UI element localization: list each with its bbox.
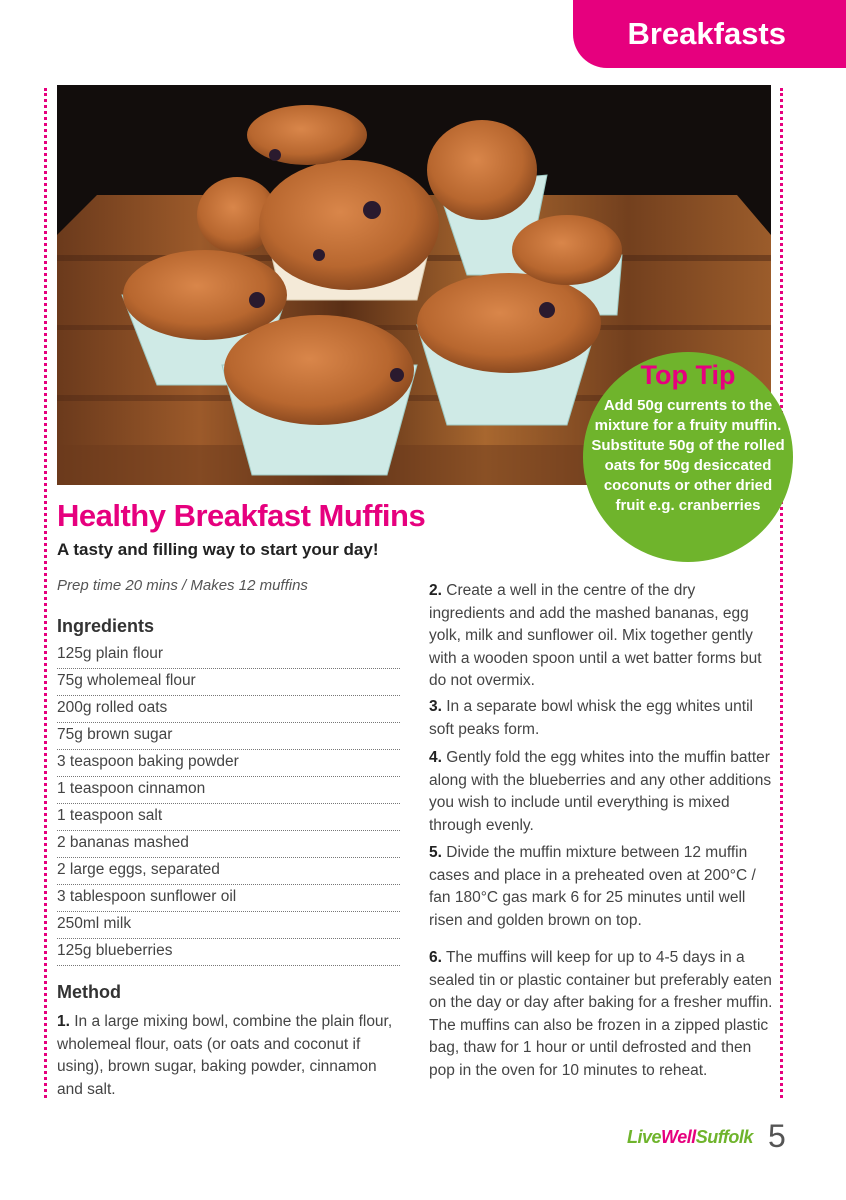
method-step-1 xyxy=(57,1011,402,1101)
step-number: 5. xyxy=(429,844,442,861)
ingredient-item: 1 teaspoon salt xyxy=(57,804,400,831)
ingredient-item: 75g brown sugar xyxy=(57,723,400,750)
ingredient-item: 200g rolled oats xyxy=(57,696,400,723)
step-number: 6. xyxy=(429,949,442,966)
recipe-title: Healthy Breakfast Muffins xyxy=(57,498,426,533)
method-heading: Method xyxy=(57,982,121,1002)
method-step-6 xyxy=(429,947,774,1082)
ingredients-heading: Ingredients xyxy=(57,616,155,636)
dotted-border-left xyxy=(44,88,47,1098)
page-number: 5 xyxy=(768,1118,786,1154)
top-tip-callout xyxy=(583,352,793,562)
step-text: Divide the muffin mixture between 12 muffin cases and place in a preheated oven at 200°C / fan 180°C gas mark 6 for 25 minutes until well risen and golden brown on top. xyxy=(429,844,756,929)
method-step-5 xyxy=(429,842,774,932)
ingredients-list xyxy=(57,642,400,966)
top-tip-body: Add 50g currents to the mixture for a fruity muffin. Substitute 50g of the rolled oats for 50g desiccated coconuts or other dried fruit e.g. cranberries xyxy=(591,397,785,514)
ingredient-item: 3 teaspoon baking powder xyxy=(57,750,400,777)
ingredient-item: 125g plain flour xyxy=(57,642,400,669)
step-text: In a large mixing bowl, combine the plain flour, wholemeal flour, oats (or oats and coconut if using), brown sugar, baking powder, cinnamon and salt. xyxy=(57,1013,393,1098)
method-step-3 xyxy=(429,696,774,741)
ingredient-item: 2 large eggs, separated xyxy=(57,858,400,885)
ingredient-item: 250ml milk xyxy=(57,912,400,939)
prep-info: Prep time 20 mins / Makes 12 muffins xyxy=(57,577,308,594)
live-well-suffolk-logo xyxy=(627,1127,753,1148)
step-text: Gently fold the egg whites into the muffin batter along with the blueberries and any other additions you wish to include until everything is mixed through evenly. xyxy=(429,749,772,834)
top-tip-title: Top Tip xyxy=(640,360,736,390)
section-label: Breakfasts xyxy=(627,16,786,51)
step-text: In a separate bowl whisk the egg whites until soft peaks form. xyxy=(429,698,753,738)
section-tab xyxy=(573,0,846,68)
method-step-4 xyxy=(429,747,774,837)
dotted-border-right xyxy=(780,88,783,1098)
ingredient-item: 75g wholemeal flour xyxy=(57,669,400,696)
ingredient-item: 1 teaspoon cinnamon xyxy=(57,777,400,804)
logo-live: Live xyxy=(627,1127,662,1147)
step-number: 1. xyxy=(57,1013,70,1030)
recipe-subtitle: A tasty and filling way to start your day! xyxy=(57,540,379,559)
step-number: 3. xyxy=(429,698,442,715)
logo-well: Well xyxy=(661,1127,696,1147)
step-text: The muffins will keep for up to 4-5 days in a sealed tin or plastic container but preferably eaten on the day or day after baking for a fresher muffin. The muffins can also be frozen in a zipped plastic bag, thaw for 1 hour or until defrosted and then pop in the oven for 10 minutes to reheat. xyxy=(429,949,773,1079)
logo-suffolk: Suffolk xyxy=(695,1127,753,1147)
step-number: 2. xyxy=(429,582,442,599)
ingredient-item: 3 tablespoon sunflower oil xyxy=(57,885,400,912)
method-step-2 xyxy=(429,580,774,693)
ingredient-item: 125g blueberries xyxy=(57,939,400,966)
ingredient-item: 2 bananas mashed xyxy=(57,831,400,858)
step-number: 4. xyxy=(429,749,442,766)
step-text: Create a well in the centre of the dry ingredients and add the mashed bananas, egg yolk, milk and sunflower oil. Mix together gently with a wooden spoon until a wet batter forms but do not overmix. xyxy=(429,582,762,689)
